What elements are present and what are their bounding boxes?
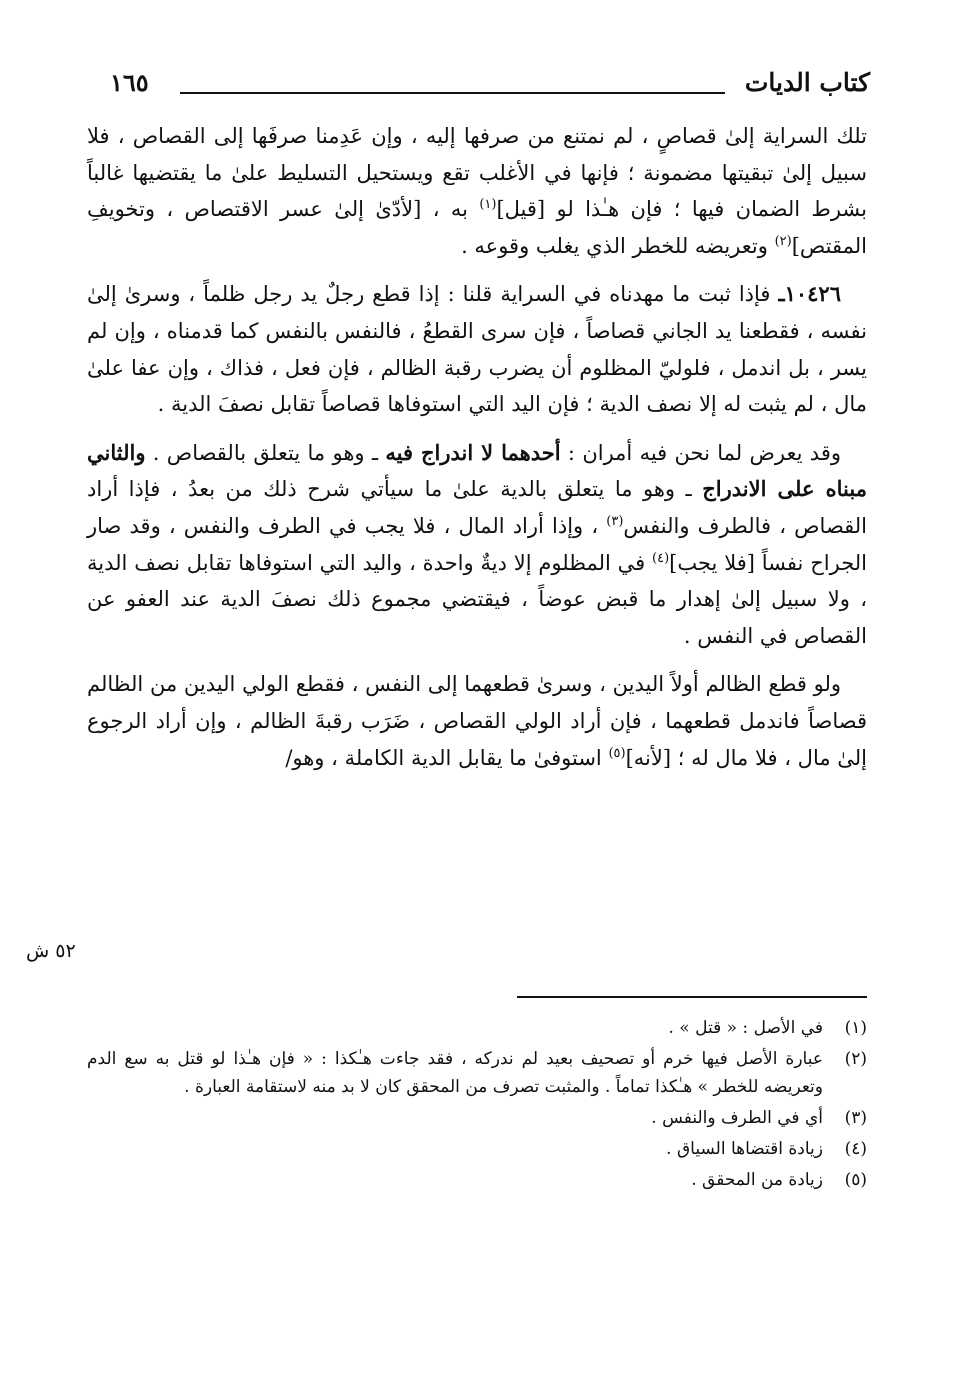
text-run: به ، [لأدّىٰ إلىٰ عسر الاقتصاص ، وتخويفِ المقتص] xyxy=(87,197,867,258)
running-header xyxy=(110,68,870,102)
text-run: ، وإذا أراد المال ، فلا يجب في الطرف والنفس ، وقد صار الجراح نفساً [فلا يجب] xyxy=(87,513,867,575)
footnote-text: أي في الطرف والنفس . xyxy=(651,1108,823,1128)
bold-heading-run: والثاني مبناه على الاندراج xyxy=(87,439,867,502)
paragraph xyxy=(87,666,867,776)
text-run: وقد يعرض لما نحن فيه أمران : xyxy=(560,440,842,465)
paragraph xyxy=(87,118,867,264)
footnote-text: زيادة اقتضاها السياق . xyxy=(666,1139,823,1159)
footnote-text: زيادة من المحقق . xyxy=(691,1170,823,1190)
page-number: ١٦٥ xyxy=(110,68,149,97)
footnote-text: عبارة الأصل فيها خرم أو تصحيف بعيد لم ندركه ، فقد جاءت هـٰكذا : « فإن هـٰذا لو قتل به سع الدم وتعريضه للخطر » هـٰكذا تماماً . والمثبت تصرف من المحقق كان لا بد منه لاستقامة العبارة . xyxy=(87,1049,823,1097)
footnote-ref: (٢) xyxy=(774,233,792,249)
footnotes xyxy=(87,1014,867,1197)
margin-note: ٥٢ ش xyxy=(26,940,76,962)
text-run: فإذا ثبت ما مهدناه في السراية قلنا : إذا قطع رجلٌ يد رجل ظلماً ، وسرىٰ إلىٰ نفسه ، فقطعنا يد الجاني قصاصاً ، فإن سرى القطعُ ، فالنفس بالنفس كما قدمناه ، وإن لم يسر ، بل اندمل ، فلوليّ المظلوم أن يضرب رقبة الظالم ، فإن فعل ، فذاك ، وإن عفا علىٰ مال ، لم يثبت له إلا نصف الدية ؛ فإن اليد التي استوفاها قصاصاً تقابل نصفَ الدية . xyxy=(87,282,867,417)
text-run: استوفىٰ ما يقابل الدية الكاملة ، وهو/ xyxy=(285,745,609,770)
paragraph xyxy=(87,276,867,422)
paragraph xyxy=(87,435,867,655)
footnote-ref: (١) xyxy=(479,197,497,213)
footnote xyxy=(87,1014,867,1042)
text-run: ـ وهو ما يتعلق بالدية علىٰ ما سيأتي شرح ذلك من بعدُ ، فإذا أراد القصاص ، فالطرف والنفس xyxy=(87,477,868,538)
footnote-ref: (٥) xyxy=(608,745,626,761)
footnote xyxy=(87,1135,867,1163)
footnote-number: (٢) xyxy=(844,1049,867,1069)
bold-heading-run: أحدهما لا اندراج فيه xyxy=(385,439,561,465)
footnote-ref: (٤) xyxy=(652,550,670,566)
footnote xyxy=(87,1104,867,1132)
footnote-separator xyxy=(517,996,867,998)
footnote-number: (٤) xyxy=(844,1139,867,1159)
footnote xyxy=(87,1045,867,1101)
footnote-text: في الأصل : « قتل » . xyxy=(668,1018,823,1038)
footnote-number: (١) xyxy=(844,1018,867,1038)
text-run: ولو قطع الظالم أولاً اليدين ، وسرىٰ قطعهما إلى النفس ، فقطع الولي اليدين من الظالم قصاصاً فاندمل قطعهما ، فإن أراد الولي القصاص ، ضَرَب رقبةَ الظالم ، وإن أراد الرجوع إلىٰ مال ، فلا مال له ؛ [لأنه] xyxy=(87,672,867,770)
main-text xyxy=(87,118,867,788)
text-run: وتعريضه للخطر الذي يغلب وقوعه . xyxy=(461,233,775,258)
paragraph-number: ١٠٤٢٦ـ xyxy=(778,281,841,307)
footnote-number: (٣) xyxy=(844,1108,867,1128)
text-run: تلك السراية إلىٰ قصاصٍ ، لم نمتنع من صرفها إليه ، وإن عَدِمنا صرفَها إلى القصاص ، فلا سبيل إلىٰ تبقيتها مضمونة ؛ فإنها في الأغلب تقع ويستحيل التسليط علىٰ ما يقتضيها غالباً بشرط الضمان فيها ؛ فإن هـٰذا لو [قيل] xyxy=(87,124,868,222)
text-run: ـ وهو ما يتعلق بالقصاص . xyxy=(145,440,386,465)
footnote xyxy=(87,1166,867,1194)
footnote-ref: (٣) xyxy=(606,513,624,529)
footnote-number: (٥) xyxy=(844,1170,867,1190)
book-title: كتاب الديات xyxy=(744,68,870,97)
text-run: في المظلوم إلا ديةٌ واحدة ، واليد التي استوفاها تقابل نصف الدية ، ولا سبيل إلىٰ إهدار ما قبض عوضاً ، فيقتضي مجموع ذلك نصفَ الدية عند العفو عن القصاص في النفس . xyxy=(87,550,867,648)
header-rule xyxy=(180,92,725,94)
